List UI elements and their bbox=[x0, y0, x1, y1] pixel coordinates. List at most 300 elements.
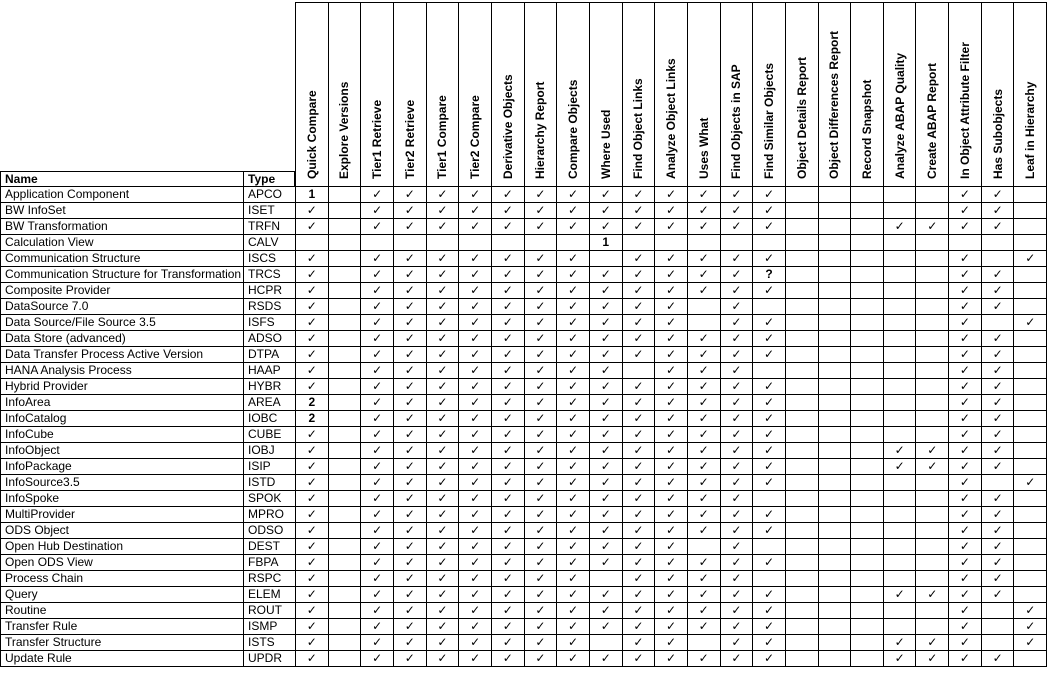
cell-istd-create-abap-report bbox=[915, 475, 948, 491]
cell-apco-tier1-compare: ✓ bbox=[426, 187, 459, 203]
cell-rsds-find-similar-objects bbox=[752, 299, 785, 315]
cell-trfn-leaf-in-hierarchy bbox=[1013, 219, 1047, 235]
object-name: Data Store (advanced) bbox=[0, 331, 243, 347]
cell-updr-find-objects-in-sap: ✓ bbox=[720, 651, 753, 667]
table-row-hcpr bbox=[0, 283, 1047, 299]
cell-haap-object-details-report bbox=[785, 363, 818, 379]
cell-cube-object-differences-report bbox=[818, 427, 851, 443]
cell-elem-create-abap-report: ✓ bbox=[915, 587, 948, 603]
cell-cube-tier2-retrieve: ✓ bbox=[393, 427, 426, 443]
column-header-in-object-attribute-filter bbox=[948, 2, 981, 187]
cell-trcs-find-object-links: ✓ bbox=[622, 267, 655, 283]
cell-ismp-record-snapshot bbox=[850, 619, 883, 635]
cell-isfs-leaf-in-hierarchy: ✓ bbox=[1013, 315, 1047, 331]
cell-cube-find-similar-objects: ✓ bbox=[752, 427, 785, 443]
cell-adso-find-similar-objects: ✓ bbox=[752, 331, 785, 347]
cell-hcpr-find-object-links: ✓ bbox=[622, 283, 655, 299]
cell-iobc-find-object-links: ✓ bbox=[622, 411, 655, 427]
cell-isfs-find-object-links: ✓ bbox=[622, 315, 655, 331]
cell-updr-where-used: ✓ bbox=[589, 651, 622, 667]
cell-istd-find-object-links: ✓ bbox=[622, 475, 655, 491]
cell-trfn-uses-what: ✓ bbox=[687, 219, 720, 235]
cell-iscs-compare-objects: ✓ bbox=[556, 251, 589, 267]
object-name: Composite Provider bbox=[0, 283, 243, 299]
cell-rspc-tier2-compare: ✓ bbox=[458, 571, 491, 587]
cell-ists-tier1-retrieve: ✓ bbox=[360, 635, 393, 651]
cell-ismp-tier2-retrieve: ✓ bbox=[393, 619, 426, 635]
cell-haap-find-similar-objects bbox=[752, 363, 785, 379]
column-header-label: In Object Attribute Filter bbox=[957, 42, 972, 179]
cell-iscs-record-snapshot bbox=[850, 251, 883, 267]
cell-hcpr-in-object-attribute-filter: ✓ bbox=[948, 283, 981, 299]
cell-isfs-tier2-retrieve: ✓ bbox=[393, 315, 426, 331]
cell-dest-tier1-retrieve: ✓ bbox=[360, 539, 393, 555]
cell-hcpr-tier1-retrieve: ✓ bbox=[360, 283, 393, 299]
cell-ists-where-used bbox=[589, 635, 622, 651]
cell-hybr-tier1-retrieve: ✓ bbox=[360, 379, 393, 395]
cell-odso-analyze-object-links: ✓ bbox=[654, 523, 687, 539]
cell-iobc-compare-objects: ✓ bbox=[556, 411, 589, 427]
cell-spok-has-subobjects: ✓ bbox=[981, 491, 1014, 507]
cell-rsds-compare-objects: ✓ bbox=[556, 299, 589, 315]
cell-area-leaf-in-hierarchy bbox=[1013, 395, 1047, 411]
cell-isfs-quick-compare: ✓ bbox=[295, 315, 328, 331]
cell-calv-hierarchy-report bbox=[524, 235, 557, 251]
cell-fbpa-analyze-abap-quality bbox=[883, 555, 916, 571]
cell-dtpa-object-differences-report bbox=[818, 347, 851, 363]
cell-trfn-object-details-report bbox=[785, 219, 818, 235]
table-row-spok bbox=[0, 491, 1047, 507]
cell-ismp-leaf-in-hierarchy: ✓ bbox=[1013, 619, 1047, 635]
cell-mpro-compare-objects: ✓ bbox=[556, 507, 589, 523]
cell-trcs-tier2-retrieve: ✓ bbox=[393, 267, 426, 283]
column-header-analyze-object-links bbox=[654, 2, 687, 187]
cell-calv-object-differences-report bbox=[818, 235, 851, 251]
feature-cells bbox=[295, 555, 1047, 571]
cell-updr-analyze-abap-quality: ✓ bbox=[883, 651, 916, 667]
cell-updr-compare-objects: ✓ bbox=[556, 651, 589, 667]
cell-adso-find-object-links: ✓ bbox=[622, 331, 655, 347]
cell-cube-object-details-report bbox=[785, 427, 818, 443]
column-header-record-snapshot bbox=[850, 2, 883, 187]
cell-fbpa-has-subobjects: ✓ bbox=[981, 555, 1014, 571]
cell-istd-hierarchy-report: ✓ bbox=[524, 475, 557, 491]
cell-rsds-tier2-compare: ✓ bbox=[458, 299, 491, 315]
cell-trcs-compare-objects: ✓ bbox=[556, 267, 589, 283]
cell-hcpr-record-snapshot bbox=[850, 283, 883, 299]
cell-iscs-hierarchy-report: ✓ bbox=[524, 251, 557, 267]
cell-iscs-has-subobjects bbox=[981, 251, 1014, 267]
cell-trcs-analyze-object-links: ✓ bbox=[654, 267, 687, 283]
cell-hybr-uses-what: ✓ bbox=[687, 379, 720, 395]
cell-isfs-tier1-compare: ✓ bbox=[426, 315, 459, 331]
cell-isfs-tier1-retrieve: ✓ bbox=[360, 315, 393, 331]
cell-iset-create-abap-report bbox=[915, 203, 948, 219]
cell-calv-in-object-attribute-filter bbox=[948, 235, 981, 251]
feature-cells bbox=[295, 603, 1047, 619]
cell-istd-uses-what: ✓ bbox=[687, 475, 720, 491]
cell-ismp-in-object-attribute-filter: ✓ bbox=[948, 619, 981, 635]
cell-odso-in-object-attribute-filter: ✓ bbox=[948, 523, 981, 539]
cell-iobj-tier2-retrieve: ✓ bbox=[393, 443, 426, 459]
feature-cells bbox=[295, 331, 1047, 347]
cell-trfn-object-differences-report bbox=[818, 219, 851, 235]
cell-apco-tier1-retrieve: ✓ bbox=[360, 187, 393, 203]
cell-cube-has-subobjects: ✓ bbox=[981, 427, 1014, 443]
cell-hybr-compare-objects: ✓ bbox=[556, 379, 589, 395]
cell-elem-analyze-object-links: ✓ bbox=[654, 587, 687, 603]
cell-dtpa-hierarchy-report: ✓ bbox=[524, 347, 557, 363]
table-row-ists bbox=[0, 635, 1047, 651]
cell-spok-compare-objects: ✓ bbox=[556, 491, 589, 507]
cell-rsds-explore-versions bbox=[328, 299, 361, 315]
cell-iobc-hierarchy-report: ✓ bbox=[524, 411, 557, 427]
column-header-label: Find Object Links bbox=[631, 78, 646, 179]
cell-rsds-analyze-abap-quality bbox=[883, 299, 916, 315]
cell-isfs-derivative-objects: ✓ bbox=[491, 315, 524, 331]
cell-dtpa-where-used: ✓ bbox=[589, 347, 622, 363]
cell-cube-tier2-compare: ✓ bbox=[458, 427, 491, 443]
cell-haap-in-object-attribute-filter: ✓ bbox=[948, 363, 981, 379]
cell-dtpa-find-objects-in-sap: ✓ bbox=[720, 347, 753, 363]
cell-calv-uses-what bbox=[687, 235, 720, 251]
cell-updr-record-snapshot bbox=[850, 651, 883, 667]
cell-iobj-create-abap-report: ✓ bbox=[915, 443, 948, 459]
cell-hybr-record-snapshot bbox=[850, 379, 883, 395]
object-type-code: HAAP bbox=[243, 363, 295, 379]
cell-ists-tier1-compare: ✓ bbox=[426, 635, 459, 651]
cell-cube-leaf-in-hierarchy bbox=[1013, 427, 1047, 443]
cell-trfn-tier2-compare: ✓ bbox=[458, 219, 491, 235]
cell-odso-find-objects-in-sap: ✓ bbox=[720, 523, 753, 539]
cell-elem-compare-objects: ✓ bbox=[556, 587, 589, 603]
cell-rspc-analyze-object-links: ✓ bbox=[654, 571, 687, 587]
feature-cells bbox=[295, 651, 1047, 667]
cell-apco-find-object-links: ✓ bbox=[622, 187, 655, 203]
cell-trcs-explore-versions bbox=[328, 267, 361, 283]
cell-adso-object-differences-report bbox=[818, 331, 851, 347]
cell-elem-derivative-objects: ✓ bbox=[491, 587, 524, 603]
table-row-adso bbox=[0, 331, 1047, 347]
object-type-code: DTPA bbox=[243, 347, 295, 363]
type-column-header: Type bbox=[243, 171, 295, 187]
cell-adso-in-object-attribute-filter: ✓ bbox=[948, 331, 981, 347]
object-name: HANA Analysis Process bbox=[0, 363, 243, 379]
cell-isip-compare-objects: ✓ bbox=[556, 459, 589, 475]
object-name: Calculation View bbox=[0, 235, 243, 251]
cell-rout-tier1-retrieve: ✓ bbox=[360, 603, 393, 619]
cell-iscs-leaf-in-hierarchy: ✓ bbox=[1013, 251, 1047, 267]
cell-rspc-create-abap-report bbox=[915, 571, 948, 587]
table-body bbox=[0, 187, 1047, 667]
cell-trcs-derivative-objects: ✓ bbox=[491, 267, 524, 283]
cell-elem-has-subobjects: ✓ bbox=[981, 587, 1014, 603]
cell-fbpa-quick-compare: ✓ bbox=[295, 555, 328, 571]
cell-iobj-object-differences-report bbox=[818, 443, 851, 459]
column-header-object-differences-report bbox=[818, 2, 851, 187]
cell-updr-has-subobjects: ✓ bbox=[981, 651, 1014, 667]
column-header-label: Object Details Report bbox=[794, 56, 809, 179]
cell-calv-create-abap-report bbox=[915, 235, 948, 251]
cell-spok-quick-compare: ✓ bbox=[295, 491, 328, 507]
cell-dtpa-analyze-object-links: ✓ bbox=[654, 347, 687, 363]
cell-rspc-quick-compare: ✓ bbox=[295, 571, 328, 587]
cell-iobj-has-subobjects: ✓ bbox=[981, 443, 1014, 459]
cell-hybr-leaf-in-hierarchy bbox=[1013, 379, 1047, 395]
cell-area-explore-versions bbox=[328, 395, 361, 411]
cell-rspc-compare-objects: ✓ bbox=[556, 571, 589, 587]
cell-iobj-find-objects-in-sap: ✓ bbox=[720, 443, 753, 459]
cell-istd-object-details-report bbox=[785, 475, 818, 491]
object-name: BW InfoSet bbox=[0, 203, 243, 219]
cell-adso-tier2-compare: ✓ bbox=[458, 331, 491, 347]
cell-spok-analyze-object-links: ✓ bbox=[654, 491, 687, 507]
cell-iobj-derivative-objects: ✓ bbox=[491, 443, 524, 459]
cell-hybr-has-subobjects: ✓ bbox=[981, 379, 1014, 395]
column-header-object-details-report bbox=[785, 2, 818, 187]
cell-rsds-create-abap-report bbox=[915, 299, 948, 315]
table-row-trfn bbox=[0, 219, 1047, 235]
cell-haap-object-differences-report bbox=[818, 363, 851, 379]
cell-istd-tier1-compare: ✓ bbox=[426, 475, 459, 491]
cell-iset-object-details-report bbox=[785, 203, 818, 219]
column-header-label: Compare Objects bbox=[566, 79, 581, 179]
cell-apco-quick-compare: 1 bbox=[295, 187, 328, 203]
cell-iobc-record-snapshot bbox=[850, 411, 883, 427]
cell-iscs-analyze-object-links: ✓ bbox=[654, 251, 687, 267]
cell-updr-in-object-attribute-filter: ✓ bbox=[948, 651, 981, 667]
cell-calv-tier2-compare bbox=[458, 235, 491, 251]
cell-calv-find-objects-in-sap bbox=[720, 235, 753, 251]
cell-istd-has-subobjects bbox=[981, 475, 1014, 491]
cell-haap-tier1-retrieve: ✓ bbox=[360, 363, 393, 379]
cell-ists-uses-what bbox=[687, 635, 720, 651]
cell-apco-find-similar-objects: ✓ bbox=[752, 187, 785, 203]
cell-trcs-object-details-report bbox=[785, 267, 818, 283]
cell-rout-find-object-links: ✓ bbox=[622, 603, 655, 619]
cell-ismp-derivative-objects: ✓ bbox=[491, 619, 524, 635]
object-name: Open ODS View bbox=[0, 555, 243, 571]
cell-mpro-find-objects-in-sap: ✓ bbox=[720, 507, 753, 523]
feature-cells bbox=[295, 619, 1047, 635]
table-row-updr bbox=[0, 651, 1047, 667]
cell-iset-in-object-attribute-filter: ✓ bbox=[948, 203, 981, 219]
cell-istd-record-snapshot bbox=[850, 475, 883, 491]
column-header-has-subobjects bbox=[981, 2, 1014, 187]
cell-rsds-quick-compare: ✓ bbox=[295, 299, 328, 315]
cell-iobc-derivative-objects: ✓ bbox=[491, 411, 524, 427]
cell-isfs-record-snapshot bbox=[850, 315, 883, 331]
object-name: Data Transfer Process Active Version bbox=[0, 347, 243, 363]
cell-calv-analyze-abap-quality bbox=[883, 235, 916, 251]
cell-mpro-create-abap-report bbox=[915, 507, 948, 523]
cell-trfn-find-objects-in-sap: ✓ bbox=[720, 219, 753, 235]
cell-mpro-in-object-attribute-filter: ✓ bbox=[948, 507, 981, 523]
cell-hybr-in-object-attribute-filter: ✓ bbox=[948, 379, 981, 395]
cell-cube-tier1-compare: ✓ bbox=[426, 427, 459, 443]
object-type-code: ISTS bbox=[243, 635, 295, 651]
cell-odso-create-abap-report bbox=[915, 523, 948, 539]
cell-trcs-create-abap-report bbox=[915, 267, 948, 283]
cell-rout-tier1-compare: ✓ bbox=[426, 603, 459, 619]
cell-haap-compare-objects: ✓ bbox=[556, 363, 589, 379]
cell-isfs-tier2-compare: ✓ bbox=[458, 315, 491, 331]
cell-odso-uses-what: ✓ bbox=[687, 523, 720, 539]
cell-trcs-in-object-attribute-filter: ✓ bbox=[948, 267, 981, 283]
column-header-label: Record Snapshot bbox=[859, 79, 874, 179]
cell-adso-analyze-abap-quality bbox=[883, 331, 916, 347]
cell-dest-where-used: ✓ bbox=[589, 539, 622, 555]
cell-hybr-object-details-report bbox=[785, 379, 818, 395]
cell-spok-create-abap-report bbox=[915, 491, 948, 507]
cell-area-has-subobjects: ✓ bbox=[981, 395, 1014, 411]
cell-iobc-tier1-retrieve: ✓ bbox=[360, 411, 393, 427]
cell-fbpa-where-used: ✓ bbox=[589, 555, 622, 571]
cell-iobj-tier1-retrieve: ✓ bbox=[360, 443, 393, 459]
cell-iobc-find-objects-in-sap: ✓ bbox=[720, 411, 753, 427]
cell-ists-compare-objects: ✓ bbox=[556, 635, 589, 651]
cell-dest-create-abap-report bbox=[915, 539, 948, 555]
cell-fbpa-hierarchy-report: ✓ bbox=[524, 555, 557, 571]
cell-hcpr-where-used: ✓ bbox=[589, 283, 622, 299]
cell-hybr-where-used: ✓ bbox=[589, 379, 622, 395]
cell-calv-compare-objects bbox=[556, 235, 589, 251]
cell-iobc-tier2-compare: ✓ bbox=[458, 411, 491, 427]
cell-hybr-find-similar-objects: ✓ bbox=[752, 379, 785, 395]
cell-rsds-tier2-retrieve: ✓ bbox=[393, 299, 426, 315]
cell-rspc-find-object-links: ✓ bbox=[622, 571, 655, 587]
cell-ismp-create-abap-report bbox=[915, 619, 948, 635]
cell-fbpa-in-object-attribute-filter: ✓ bbox=[948, 555, 981, 571]
column-header-label: Uses What bbox=[696, 117, 711, 179]
object-type-code: TRCS bbox=[243, 267, 295, 283]
cell-isfs-hierarchy-report: ✓ bbox=[524, 315, 557, 331]
cell-ismp-find-similar-objects: ✓ bbox=[752, 619, 785, 635]
cell-iobc-where-used: ✓ bbox=[589, 411, 622, 427]
cell-iobj-record-snapshot bbox=[850, 443, 883, 459]
column-header-label: Derivative Objects bbox=[500, 74, 515, 179]
table-row-odso bbox=[0, 523, 1047, 539]
cell-dtpa-find-object-links: ✓ bbox=[622, 347, 655, 363]
cell-hcpr-object-differences-report bbox=[818, 283, 851, 299]
cell-iobc-tier1-compare: ✓ bbox=[426, 411, 459, 427]
cell-trfn-analyze-abap-quality: ✓ bbox=[883, 219, 916, 235]
cell-fbpa-find-object-links: ✓ bbox=[622, 555, 655, 571]
object-name: InfoArea bbox=[0, 395, 243, 411]
cell-isfs-object-differences-report bbox=[818, 315, 851, 331]
cell-rspc-tier2-retrieve: ✓ bbox=[393, 571, 426, 587]
cell-odso-analyze-abap-quality bbox=[883, 523, 916, 539]
cell-iset-uses-what: ✓ bbox=[687, 203, 720, 219]
cell-iset-record-snapshot bbox=[850, 203, 883, 219]
cell-spok-where-used: ✓ bbox=[589, 491, 622, 507]
table-row-iobj bbox=[0, 443, 1047, 459]
cell-isip-quick-compare: ✓ bbox=[295, 459, 328, 475]
cell-trcs-uses-what: ✓ bbox=[687, 267, 720, 283]
feature-cells bbox=[295, 251, 1047, 267]
cell-odso-quick-compare: ✓ bbox=[295, 523, 328, 539]
cell-dest-derivative-objects: ✓ bbox=[491, 539, 524, 555]
cell-iscs-tier1-retrieve: ✓ bbox=[360, 251, 393, 267]
cell-rout-has-subobjects bbox=[981, 603, 1014, 619]
cell-elem-quick-compare: ✓ bbox=[295, 587, 328, 603]
cell-istd-where-used: ✓ bbox=[589, 475, 622, 491]
cell-elem-hierarchy-report: ✓ bbox=[524, 587, 557, 603]
cell-updr-object-differences-report bbox=[818, 651, 851, 667]
cell-hybr-analyze-object-links: ✓ bbox=[654, 379, 687, 395]
cell-rout-explore-versions bbox=[328, 603, 361, 619]
cell-dest-tier1-compare: ✓ bbox=[426, 539, 459, 555]
cell-dtpa-object-details-report bbox=[785, 347, 818, 363]
cell-rsds-object-differences-report bbox=[818, 299, 851, 315]
object-name: InfoCatalog bbox=[0, 411, 243, 427]
cell-rout-where-used: ✓ bbox=[589, 603, 622, 619]
cell-calv-find-similar-objects bbox=[752, 235, 785, 251]
cell-rout-record-snapshot bbox=[850, 603, 883, 619]
cell-iobj-tier2-compare: ✓ bbox=[458, 443, 491, 459]
cell-calv-tier1-retrieve bbox=[360, 235, 393, 251]
cell-elem-tier1-retrieve: ✓ bbox=[360, 587, 393, 603]
cell-isip-object-details-report bbox=[785, 459, 818, 475]
cell-ismp-quick-compare: ✓ bbox=[295, 619, 328, 635]
table-row-calv bbox=[0, 235, 1047, 251]
cell-area-where-used: ✓ bbox=[589, 395, 622, 411]
cell-mpro-hierarchy-report: ✓ bbox=[524, 507, 557, 523]
cell-calv-has-subobjects bbox=[981, 235, 1014, 251]
cell-hcpr-find-objects-in-sap: ✓ bbox=[720, 283, 753, 299]
cell-dtpa-analyze-abap-quality bbox=[883, 347, 916, 363]
object-name: ODS Object bbox=[0, 523, 243, 539]
table-row-haap bbox=[0, 363, 1047, 379]
cell-dest-hierarchy-report: ✓ bbox=[524, 539, 557, 555]
cell-dtpa-has-subobjects: ✓ bbox=[981, 347, 1014, 363]
column-header-quick-compare bbox=[295, 2, 328, 187]
cell-fbpa-tier1-compare: ✓ bbox=[426, 555, 459, 571]
cell-rsds-object-details-report bbox=[785, 299, 818, 315]
cell-ismp-hierarchy-report: ✓ bbox=[524, 619, 557, 635]
cell-elem-in-object-attribute-filter: ✓ bbox=[948, 587, 981, 603]
cell-iset-explore-versions bbox=[328, 203, 361, 219]
cell-trcs-tier2-compare: ✓ bbox=[458, 267, 491, 283]
cell-mpro-tier2-retrieve: ✓ bbox=[393, 507, 426, 523]
column-header-label: Leaf in Hierarchy bbox=[1023, 81, 1038, 179]
object-type-code: IOBC bbox=[243, 411, 295, 427]
cell-adso-explore-versions bbox=[328, 331, 361, 347]
cell-rsds-has-subobjects: ✓ bbox=[981, 299, 1014, 315]
cell-area-hierarchy-report: ✓ bbox=[524, 395, 557, 411]
cell-cube-tier1-retrieve: ✓ bbox=[360, 427, 393, 443]
cell-isfs-analyze-abap-quality bbox=[883, 315, 916, 331]
cell-hybr-tier2-compare: ✓ bbox=[458, 379, 491, 395]
object-type-code: TRFN bbox=[243, 219, 295, 235]
cell-adso-record-snapshot bbox=[850, 331, 883, 347]
cell-isip-tier1-compare: ✓ bbox=[426, 459, 459, 475]
cell-elem-find-objects-in-sap: ✓ bbox=[720, 587, 753, 603]
cell-cube-record-snapshot bbox=[850, 427, 883, 443]
cell-ists-leaf-in-hierarchy: ✓ bbox=[1013, 635, 1047, 651]
cell-istd-explore-versions bbox=[328, 475, 361, 491]
cell-fbpa-record-snapshot bbox=[850, 555, 883, 571]
cell-hybr-tier2-retrieve: ✓ bbox=[393, 379, 426, 395]
cell-ists-analyze-abap-quality: ✓ bbox=[883, 635, 916, 651]
cell-dest-find-similar-objects bbox=[752, 539, 785, 555]
feature-cells bbox=[295, 379, 1047, 395]
object-name: Update Rule bbox=[0, 651, 243, 667]
cell-updr-tier2-retrieve: ✓ bbox=[393, 651, 426, 667]
column-header-label: Has Subobjects bbox=[990, 88, 1005, 179]
cell-isip-find-object-links: ✓ bbox=[622, 459, 655, 475]
cell-dtpa-find-similar-objects: ✓ bbox=[752, 347, 785, 363]
